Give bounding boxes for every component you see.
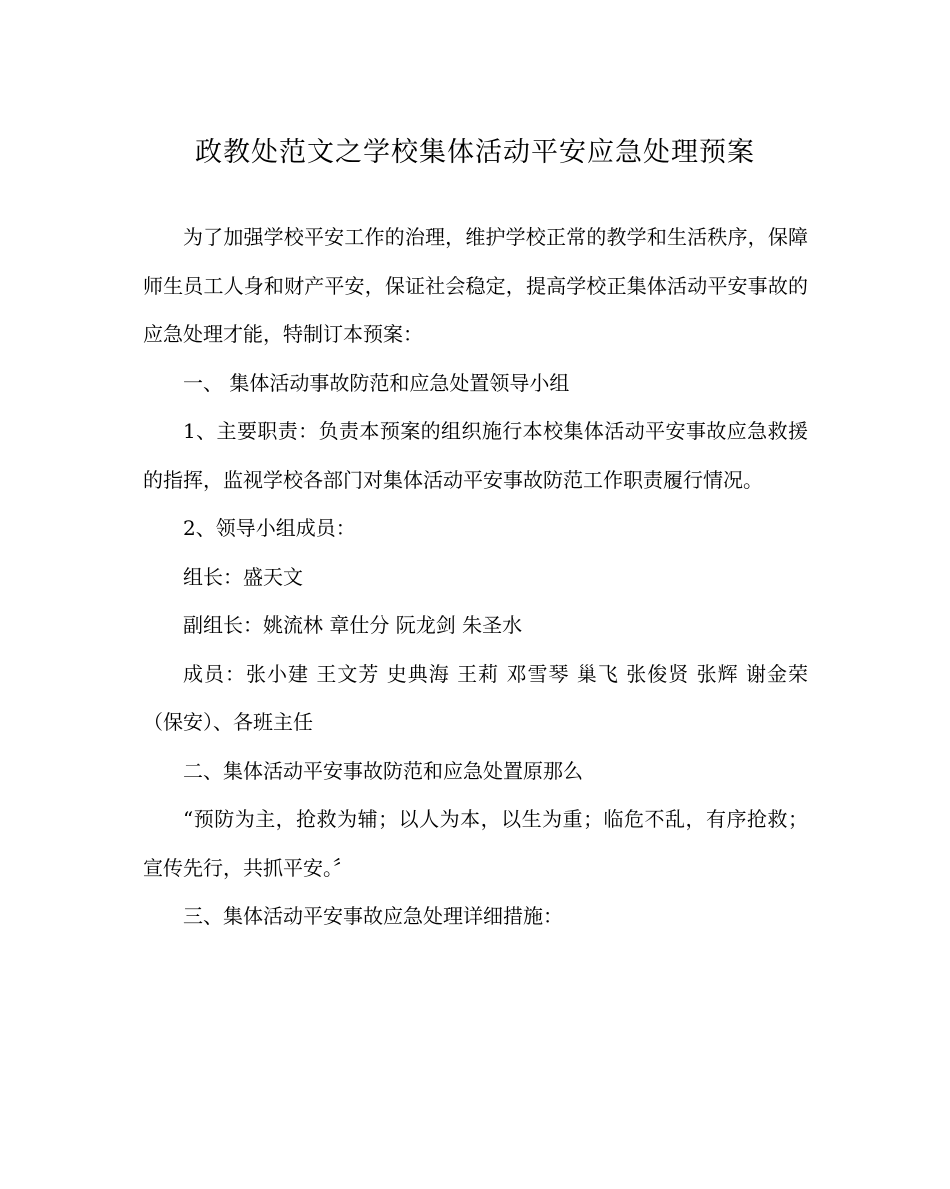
paragraph-duties: 1、主要职责：负责本预案的组织施行本校集体活动平安事故应急救援的指挥，监视学校各部门对集体活动平安事故防范工作职责履行情况。 xyxy=(143,419,808,492)
section-heading-1: 一、 集体活动事故防范和应急处置领导小组 xyxy=(183,370,570,395)
paragraph-members: 成员：张小建 王文芳 史典海 王莉 邓雪琴 巢飞 张俊贤 张辉 谢金荣（保安）、各班主任 xyxy=(143,661,808,734)
section-heading-2: 二、集体活动平安事故防范和应急处置原那么 xyxy=(183,758,583,783)
section-heading-3: 三、集体活动平安事故应急处理详细措施： xyxy=(183,904,563,928)
paragraph-deputy-leaders: 副组长：姚流林 章仕分 阮龙剑 朱圣水 xyxy=(183,613,523,637)
document-body xyxy=(143,213,808,941)
document-title: 政教处范文之学校集体活动平安应急处理预案 xyxy=(195,137,755,168)
paragraph-principles: “预防为主，抢救为辅；以人为本，以生为重；临危不乱，有序抢救；宣传先行，共抓平安。〞 xyxy=(143,807,808,880)
paragraph-intro: 为了加强学校平安工作的治理，维护学校正常的教学和生活秩序，保障师生员工人身和财产平安，保证社会稳定，提高学校正集体活动平安事故的应急处理才能，特制订本预案： xyxy=(143,225,808,346)
paragraph-members-heading: 2、领导小组成员： xyxy=(183,516,356,540)
paragraph-leader: 组长：盛天文 xyxy=(183,564,303,589)
